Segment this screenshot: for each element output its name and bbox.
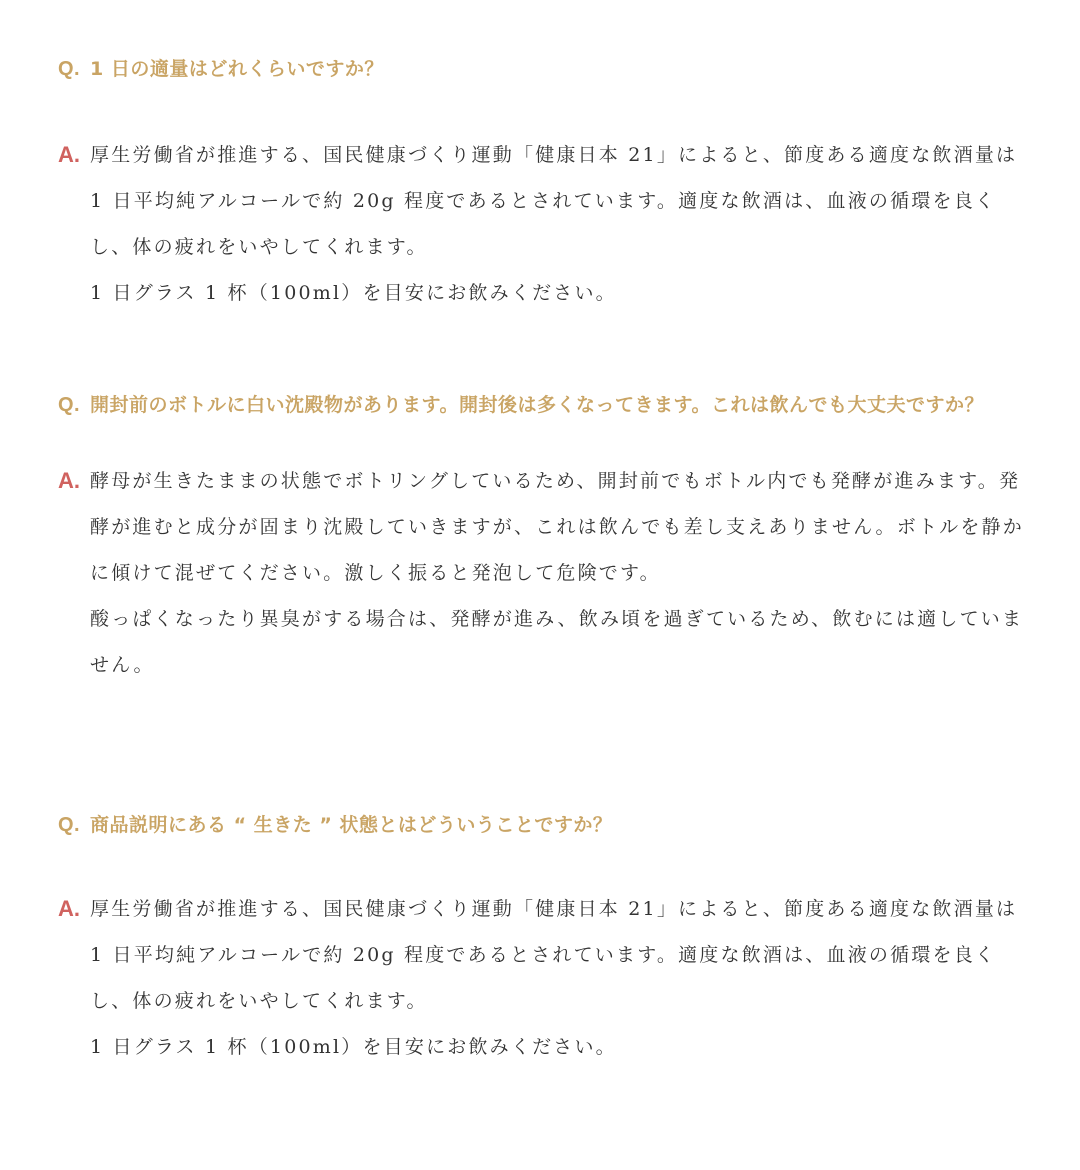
faq-question	[0, 808, 1080, 842]
answer-prefix: A.	[58, 468, 80, 493]
answer-paragraph: 1 日グラス 1 杯（100ml）を目安にお飲みください。	[90, 282, 617, 304]
question-prefix: Q.	[58, 58, 81, 80]
faq-item-2	[0, 388, 1080, 688]
answer-prefix: A.	[58, 142, 80, 167]
faq-item-3	[0, 808, 1080, 1070]
faq-answer	[0, 886, 1080, 1070]
faq-question	[0, 52, 1080, 86]
question-prefix: Q.	[58, 394, 81, 416]
question-text: 商品説明にある “ 生きた ” 状態とはどういうことですか？	[90, 814, 613, 836]
answer-prefix: A.	[58, 896, 80, 921]
answer-paragraph: 酵母が生きたままの状態でボトリングしているため、開封前でもボトル内でも発酵が進みます。発酵が進むと成分が固まり沈殿していきますが、これは飲んでも差し支えありません。ボトルを静かに傾けて混ぜてください。激しく振ると発泡して危険です。	[90, 470, 1024, 584]
question-prefix: Q.	[58, 814, 81, 836]
answer-paragraph: 酸っぱくなったり異臭がする場合は、発酵が進み、飲み頃を過ぎているため、飲むには適していません。	[90, 608, 1024, 676]
question-text: 1 日の適量はどれくらいですか？	[90, 58, 384, 80]
faq-item-1	[0, 52, 1080, 316]
question-text: 開封前のボトルに白い沈殿物があります。開封後は多くなってきます。これは飲んでも大丈夫ですか？	[90, 394, 984, 416]
faq-answer	[0, 132, 1080, 316]
faq-answer	[0, 458, 1080, 688]
faq-question	[0, 388, 1080, 422]
answer-paragraph: 厚生労働省が推進する、国民健康づくり運動「健康日本 21」によると、節度ある適度な飲酒量は 1 日平均純アルコールで約 20g 程度であるとされています。適度な飲酒は、血液の循環を良くし、体の疲れをいやしてくれます。	[90, 144, 1018, 258]
answer-paragraph: 厚生労働省が推進する、国民健康づくり運動「健康日本 21」によると、節度ある適度な飲酒量は 1 日平均純アルコールで約 20g 程度であるとされています。適度な飲酒は、血液の循環を良くし、体の疲れをいやしてくれます。	[90, 898, 1018, 1012]
answer-paragraph: 1 日グラス 1 杯（100ml）を目安にお飲みください。	[90, 1036, 617, 1058]
